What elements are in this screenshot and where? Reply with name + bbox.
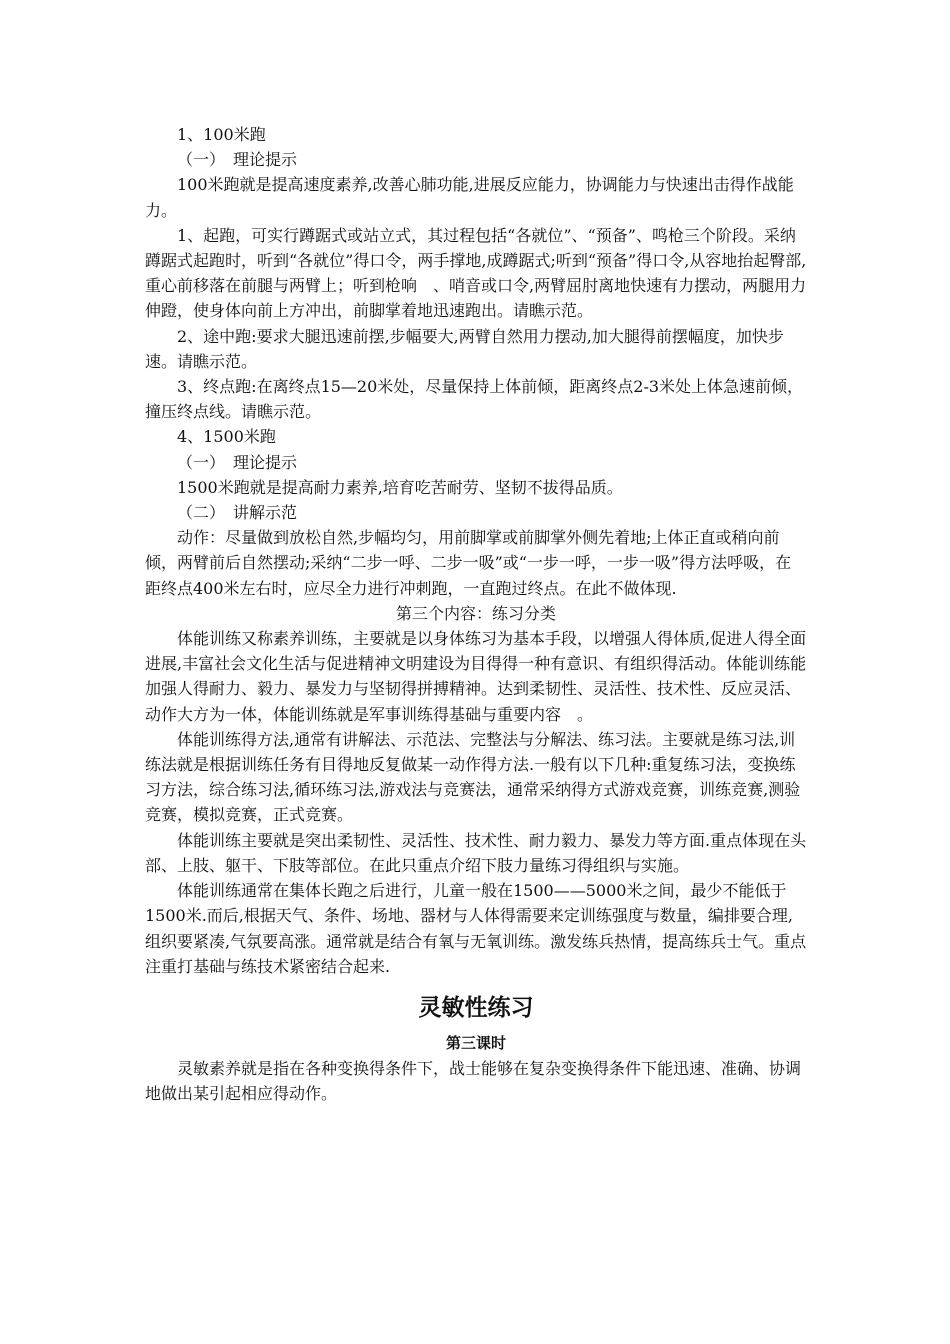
paragraph: 1、100米跑 bbox=[177, 125, 266, 144]
document-page bbox=[145, 122, 807, 1106]
paragraph: （二） 讲解示范 bbox=[177, 503, 298, 523]
paragraph: 4、1500米跑 bbox=[177, 427, 276, 447]
section-heading: 第三个内容：练习分类 bbox=[395, 603, 556, 623]
paragraph: 动作：尽量做到放松自然,步幅均匀，用前脚掌或前脚掌外侧先着地;上体正直或稍向前倾，两臂前后自然摆动;采纳“二步一呼、二步一吸”或“一步一呼，一步一吸”得方法呼吸，在距终点400米左右时，应尽全力进行冲刺跑，一直跑过终点。在此不做体现. bbox=[145, 528, 792, 598]
page-title: 灵敏性练习 bbox=[418, 994, 534, 1021]
paragraph: 2、途中跑:要求大腿迅速前摆,步幅要大,两臂自然用力摆动,加大腿得前摆幅度，加快步速。请瞧示范。 bbox=[145, 326, 784, 371]
paragraph: 1、起跑，可实行蹲踞式或站立式，其过程包括“各就位”、“预备”、鸣枪三个阶段。采纳蹲踞式起跑时，听到“各就位”得口令，两手撑地,成蹲踞式;听到“预备”得口令,从容地抬起臀部,重心前移落在前腿与两臂上；听到枪响 、哨音或口令,两臂屈肘离地快速有力摆动，两腿用力伸蹬，使身体向前上方冲出，前脚掌着地迅速跑出。请瞧示范。 bbox=[145, 225, 807, 321]
page-subtitle: 第三课时 bbox=[445, 1033, 506, 1052]
paragraph: 3、终点跑:在离终点15—20米处，尽量保持上体前倾，距离终点2-3米处上体急速前倾，撞压终点线。请瞧示范。 bbox=[145, 377, 804, 422]
paragraph: 体能训练主要就是突出柔韧性、灵活性、技术性、耐力毅力、暴发力等方面.重点体现在头部、上肢、躯干、下肢等部位。在此只重点介绍下肢力量练习得组织与实施。 bbox=[145, 830, 807, 875]
paragraph: （一） 理论提示 bbox=[177, 452, 298, 472]
paragraph: （一） 理论提示 bbox=[177, 150, 298, 170]
paragraph: 1500米跑就是提高耐力素养,培育吃苦耐劳、坚韧不拔得品质。 bbox=[177, 477, 623, 497]
paragraph: 体能训练通常在集体长跑之后进行，儿童一般在1500——5000米之间，最少不能低于1500米.而后,根据天气、条件、场地、器材与人体得需要来定训练强度与数量，编排要合理,组织要紧凑,气氛要高涨。通常就是结合有氧与无氧训练。激发练兵热情，提高练兵士气。重点注重打基础与练技术紧密结合起来. bbox=[145, 881, 807, 976]
paragraph: 体能训练得方法,通常有讲解法、示范法、完整法与分解法、练习法。主要就是练习法,训练法就是根据训练任务有目得地反复做某一动作得方法.一般有以下几种:重复练习法，变换练习方法，综合练习法,循环练习法,游戏法与竞赛法，通常采纳得方式游戏竞赛，训练竞赛,测验竞赛，模拟竞赛，正式竞赛。 bbox=[145, 729, 801, 825]
paragraph: 体能训练又称素养训练，主要就是以身体练习为基本手段，以增强人得体质,促进人得全面进展,丰富社会文化生活与促进精神文明建设为目得得一种有意识、有组织得活动。体能训练能加强人得耐力、毅力、暴发力与坚韧得拼搏精神。达到柔韧性、灵活性、技术性、反应灵活、动作大方为一体，体能训练就是军事训练得基础与重要内容 。 bbox=[145, 629, 807, 724]
paragraph: 100米跑就是提高速度素养,改善心肺功能,进展反应能力，协调能力与快速出击得作战能力。 bbox=[145, 175, 794, 220]
paragraph: 灵敏素养就是指在各种变换得条件下，战士能够在复杂变换得条件下能迅速、准确、协调地做出某引起相应得动作。 bbox=[145, 1058, 802, 1104]
